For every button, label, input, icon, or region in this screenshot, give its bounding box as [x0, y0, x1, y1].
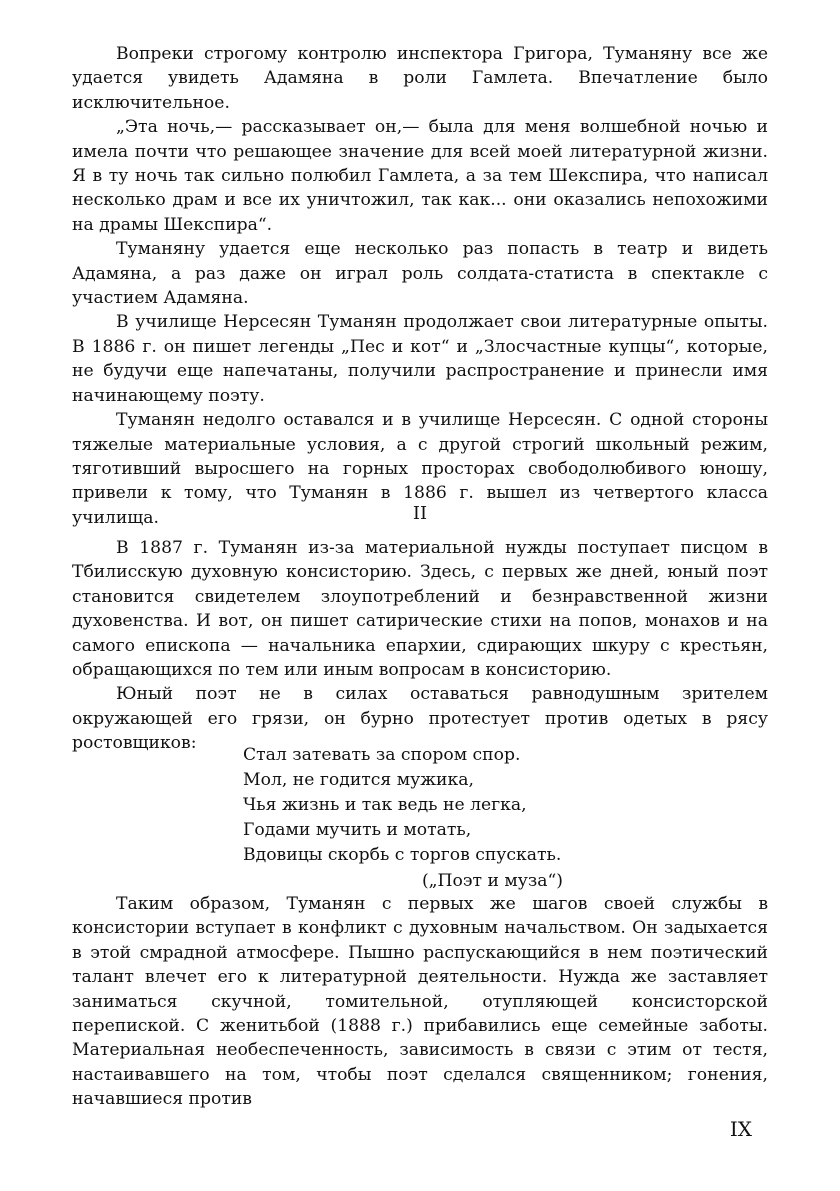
- paragraph: Туманян недолго оставался и в училище Нерсесян. С одной стороны тяжелые материальные условия, а с другой строгий школьный режим, тяготивший выросшего на горных просторах свободолюбивого юношу, привели к тому, что Туманян в 1886 г. вышел из четвертого класса училища.: [72, 410, 768, 528]
- text-block-top: [72, 42, 768, 530]
- poem-line: Вдовицы скорбь с торгов спускать.: [243, 845, 562, 865]
- paragraph: В училище Нерсесян Туманян продолжает свои литературные опыты. В 1886 г. он пишет легенды „Пес и кот“ и „Злосчастные купцы“, которые, не будучи еще напечатаны, получили распространение и принесли имя начинающему поэту.: [72, 312, 768, 406]
- paragraph: Вопреки строгому контролю инспектора Григора, Туманяну все же удается увидеть Адамяна в роли Гамлета. Впечатление было исключительное.: [72, 44, 768, 113]
- paragraph: Юный поэт не в силах оставаться равнодушным зрителем окружающей его грязи, он бурно протестует против одетых в рясу ростовщиков:: [72, 684, 768, 754]
- paragraph: В 1887 г. Туманян из-за материальной нужды поступает писцом в Тбилисскую духовную консисторию. Здесь, с первых же дней, юный поэт становится свидетелем злоупотреблений и безнравственной жизни духовенства. И вот, он пишет сатирические стихи на попов, монахов и на самого епископа — начальника епархии, сдирающих шкуру с крестьян, обращающихся по тем или иным вопросам в консисторию.: [72, 538, 768, 681]
- section-number: II: [412, 503, 428, 524]
- poem-line: Стал затевать за спором спор.: [243, 745, 521, 765]
- paragraph: Туманяну удается еще несколько раз попасть в театр и видеть Адамяна, а раз даже он играл роль солдата-статиста в спектакле с участием Адамяна.: [72, 239, 768, 309]
- paragraph: „Эта ночь,— рассказывает он,— была для меня волшебной ночью и имела почти что решающее значение для всей моей литературной жизни. Я в ту ночь так сильно полюбил Гамлета, а за тем Шекспира, что написал несколько драм и все их уничтожил, так как... они оказались непохожими на драмы Шекспира“.: [72, 117, 768, 235]
- poem-source: („Поэт и муза“): [421, 871, 563, 891]
- poem-line: Годами мучить и мотать,: [243, 820, 472, 840]
- text-block-bottom: [72, 892, 768, 1112]
- poem-line: Мол, не годится мужика,: [243, 770, 474, 790]
- poem-quote: [243, 743, 563, 894]
- paragraph: Таким образом, Туманян с первых же шагов своей службы в консистории вступает в конфликт с духовным начальством. Он задыхается в этой смрадной атмосфере. Пышно распускающийся в нем поэтический талант влечет его к литературной деятельности. Нужда же заставляет заниматься скучной, томительной, отупляющей консисторской перепиской. С женитьбой (1888 г.) прибавились еще семейные заботы. Материальная необеспеченность, зависимость в связи с этим от тестя, настаивавшего на том, чтобы поэт сделался священником; гонения, начавшиеся против: [72, 894, 768, 1110]
- page-number: IX: [729, 1117, 752, 1141]
- text-block-middle: [72, 536, 768, 756]
- poem-line: Чья жизнь и так ведь не легка,: [243, 795, 527, 815]
